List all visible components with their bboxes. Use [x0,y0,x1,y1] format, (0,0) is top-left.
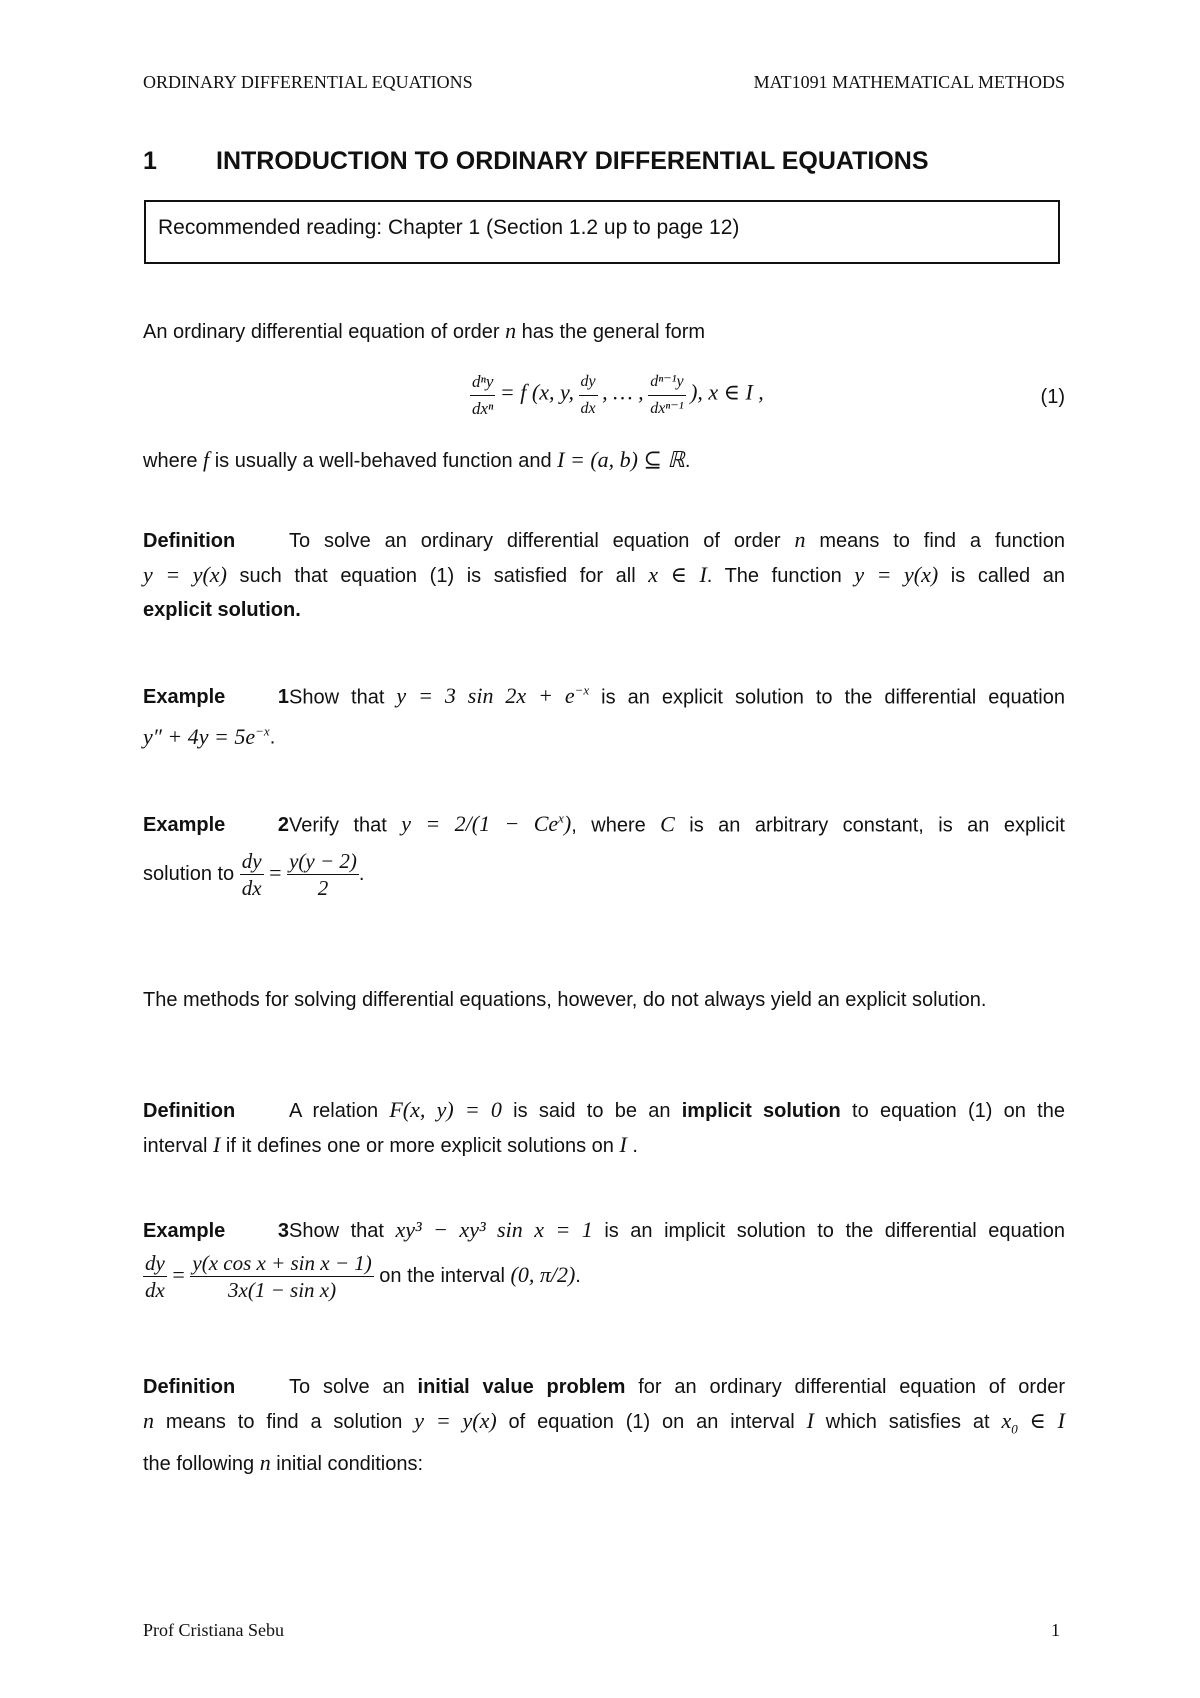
math-interval: (0, π/2) [510,1261,576,1287]
fraction-rhs [287,848,359,901]
math-y: y = y(x) [854,562,939,587]
fraction-denominator: dxⁿ⁻¹ [650,400,684,417]
math-superscript: x [558,811,564,826]
equation-number: (1) [1040,386,1065,408]
text: To solve an [289,1376,418,1398]
definition-explicit-solution [143,523,1065,627]
math-superscript: −x [574,683,590,698]
where-paragraph [143,443,1065,478]
math-text: ) [563,811,572,837]
line [143,1404,1065,1446]
example-3 [143,1213,1065,1303]
text: means to find a function [805,530,1065,552]
line [143,1093,1065,1128]
math-i: I [619,1132,627,1157]
running-header-left: ORDINARY DIFFERENTIAL EQUATIONS [143,72,473,92]
fraction-dy-dx [240,848,264,901]
text: Show that [289,686,397,709]
fraction-numerator: dy [579,369,598,396]
math-expression [396,683,589,708]
line [143,1128,1065,1163]
fraction-denominator: 3x(1 − sin x) [228,1278,337,1302]
definition-implicit-solution [143,1093,1065,1163]
math-equals: = [172,1261,185,1287]
text: . [626,1135,638,1157]
example-1 [143,674,1065,755]
line [143,558,1065,593]
example-2 [143,802,1065,901]
fraction-higher-derivative [648,369,685,422]
fraction-denominator: 2 [317,876,329,901]
text: means to find a solution [154,1411,415,1433]
text: is usually a well-behaved function and [209,450,558,472]
equation-body: = f (x, y, [499,379,575,405]
fraction-numerator: dⁿy [470,369,495,396]
section-title: INTRODUCTION TO ORDINARY DIFFERENTIAL EQUATIONS [216,147,929,175]
text: such that equation (1) is satisfied for all [226,565,649,587]
math-superscript: −x [255,723,270,739]
math-y: y = y(x) [414,1408,497,1433]
math-x0 [1001,1408,1065,1437]
intro-text-end: has the general form [516,321,706,343]
definition-label: Definition [143,530,236,552]
math-y: y = y(x) [143,562,227,587]
text: is said to be an [501,1100,682,1122]
definition-label: Definition [143,1100,236,1122]
text: . [295,599,301,621]
equation-dots: , … , [602,379,644,405]
text: to equation (1) on the [840,1100,1065,1122]
text: where [143,450,204,472]
text: Verify that [289,814,402,837]
fraction-numerator: dy [145,1251,165,1275]
footer-author: Prof Cristiana Sebu [143,1620,284,1640]
text: on the interval [373,1264,511,1287]
text: . The function [706,565,855,587]
line [143,523,1065,558]
fraction-numerator: y(y − 2) [289,849,357,874]
math-text: ∈ I [1017,1408,1065,1433]
methods-paragraph: The methods for solving differential equations, however, do not always yield an explicit solution. [143,989,987,1011]
text: To solve an ordinary differential equation of order [289,530,795,552]
math-text: x [1001,1408,1012,1433]
math-expression [401,811,571,836]
line [143,714,1065,754]
fraction-dy-dx [143,1250,167,1303]
page-number: 1 [1051,1620,1060,1640]
example-label: Example 1 [143,686,289,709]
bold-term: initial value problem [417,1376,626,1398]
math-n: n [143,1408,154,1433]
math-interval: I = (a, b) ⊆ ℝ [557,447,685,472]
fraction-numerator: dy [241,849,262,874]
text: A relation [289,1100,390,1122]
text: . [269,726,276,749]
running-header-right: MAT1091 MATHEMATICAL METHODS [753,72,1065,92]
math-relation: F(x, y) = 0 [389,1097,502,1122]
math-f: f [203,447,210,472]
fraction-rhs [190,1250,373,1303]
line [143,1370,1065,1404]
fraction-dy-dx [579,369,598,422]
text: interval [143,1135,214,1157]
text: of equation (1) on an interval [496,1411,807,1433]
math-ode [143,724,270,749]
fraction-denominator: dxⁿ [472,399,494,418]
text: solution to [143,863,240,886]
recommended-reading-box [144,200,1060,264]
text: is an implicit solution to the differential equation [592,1220,1065,1242]
line [143,848,1065,901]
math-text: y″ + 4y = 5e [143,723,256,749]
definition-initial-value-problem [143,1370,1065,1481]
fraction-lhs [470,369,495,422]
line [143,802,1065,842]
section-number: 1 [143,147,157,175]
fraction-numerator: dⁿ⁻¹y [648,369,685,396]
section-heading [143,147,929,176]
definition-label: Definition [143,1376,236,1398]
math-n: n [259,1450,271,1476]
text: . [575,1264,581,1287]
text: . [684,450,691,472]
intro-paragraph [143,314,1065,349]
recommended-reading-text: Recommended reading: Chapter 1 (Section 1.2 up to page 12) [158,216,740,239]
text: is an arbitrary constant, is an explicit [674,814,1065,837]
math-subscript: 0 [1011,1421,1018,1437]
line [143,593,1065,627]
text: . [358,863,365,886]
text: initial conditions: [270,1453,424,1476]
text: , where [571,814,661,837]
math-c: C [660,811,675,837]
example-label: Example 3 [143,1220,289,1242]
text: if it defines one or more explicit solutions on [220,1135,620,1157]
line [143,674,1065,714]
math-text: y = 3 sin 2x + e [396,683,575,709]
math-expression: xy³ − xy³ sin x = 1 [395,1217,593,1242]
text: for an ordinary differential equation of order [625,1376,1065,1398]
bold-term: implicit solution [681,1100,841,1122]
math-i: I [213,1132,221,1157]
math-x-in-i: x ∈ I [648,562,707,587]
math-i: I [806,1408,814,1433]
fraction-numerator: y(x cos x + sin x − 1) [192,1251,372,1275]
text: is an explicit solution to the differential equation [589,686,1065,709]
math-n: n [794,527,806,552]
equation-domain: ), x ∈ I , [690,379,764,405]
math-equals: = [269,860,282,886]
text: the following [143,1453,260,1476]
line [143,1250,1065,1303]
equation-1 [470,369,764,422]
math-n: n [505,318,517,343]
example-label: Example 2 [143,814,289,837]
fraction-denominator: dx [241,876,262,901]
text: which satisfies at [813,1411,1002,1433]
line [143,1213,1065,1248]
text: Show that [289,1220,396,1242]
fraction-denominator: dx [145,1278,165,1302]
fraction-denominator: dx [580,400,596,417]
line [143,1446,1065,1481]
bold-term: explicit solution [143,599,296,621]
intro-text: An ordinary differential equation of order [143,321,506,343]
text: is called an [938,565,1065,587]
math-text: y = 2/(1 − Ce [401,811,559,837]
